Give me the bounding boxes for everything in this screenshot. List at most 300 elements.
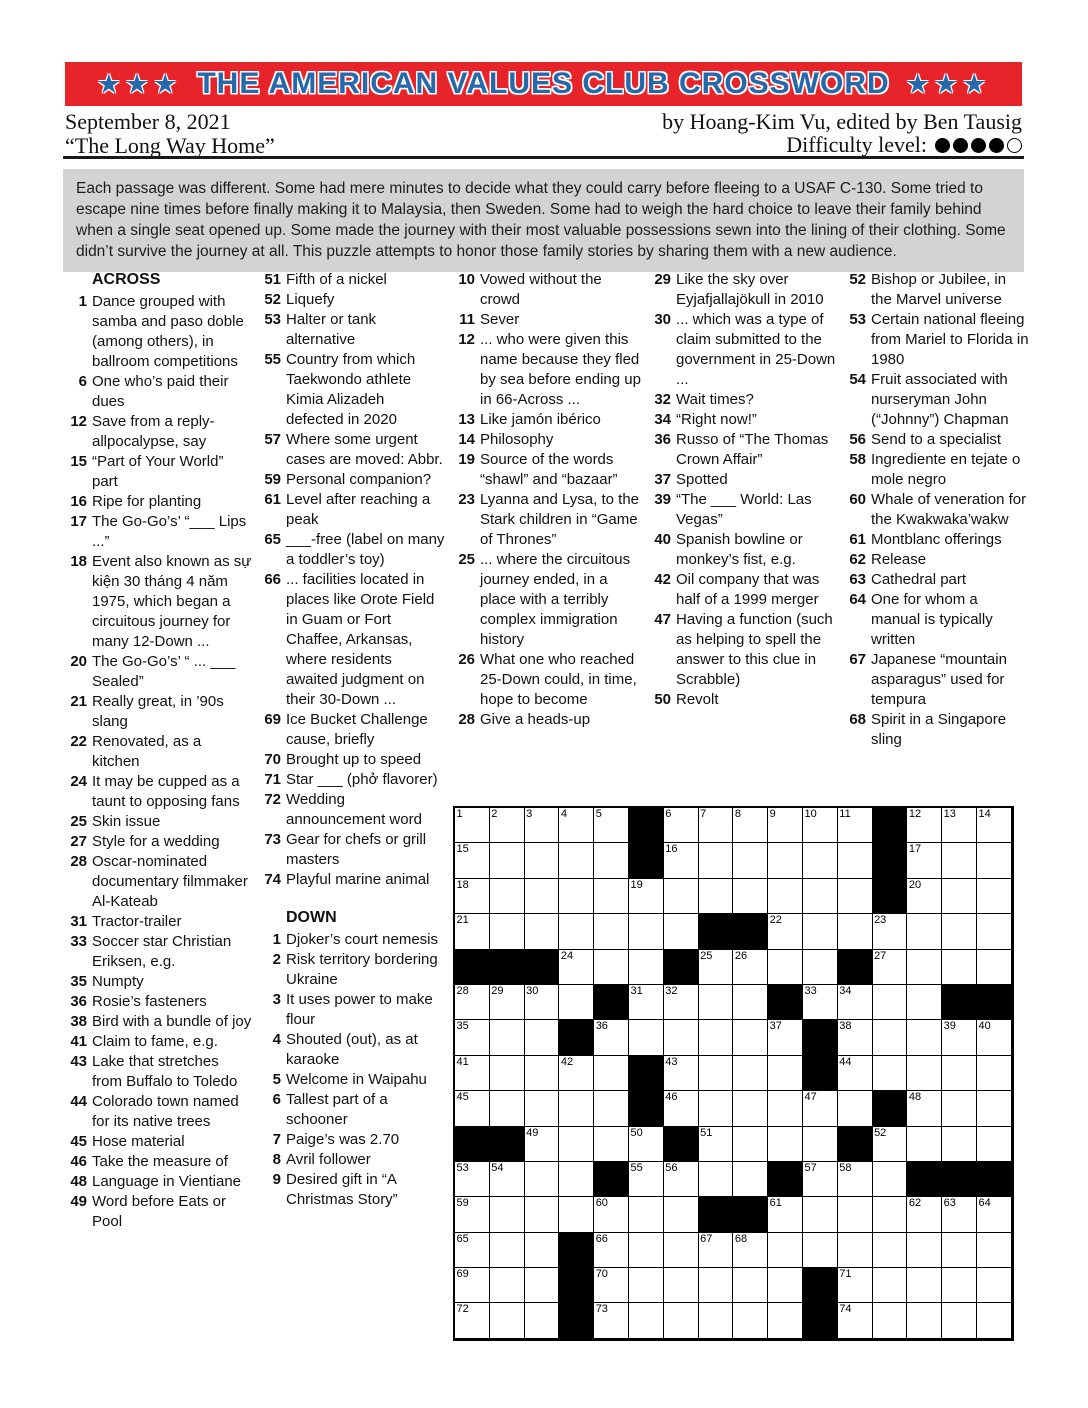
grid-cell [803, 950, 838, 985]
clue-number: 66 [264, 571, 281, 588]
grid-cell [455, 1197, 490, 1232]
clue [259, 270, 446, 290]
grid-cell-number: 2 [491, 808, 498, 820]
clue-number: 39 [654, 491, 671, 508]
grid-cell-number: 37 [769, 1020, 782, 1033]
clue [649, 430, 840, 470]
grid-cell-number: 45 [456, 1091, 469, 1104]
clue-text: Wedding announcement word [286, 791, 422, 828]
clue-number: 12 [458, 331, 475, 348]
grid-cell-number: 25 [700, 949, 713, 962]
grid-cell [977, 1197, 1012, 1232]
grid-cell-number: 23 [874, 914, 887, 927]
clue-text: Take the measure of [92, 1153, 228, 1170]
grid-cell [907, 950, 942, 985]
clue [259, 470, 446, 490]
grid-cell-number: 72 [456, 1303, 469, 1316]
grid-cell [733, 1268, 768, 1303]
clue [65, 412, 252, 452]
clue [259, 1150, 446, 1170]
grid-cell [490, 1091, 525, 1126]
grid-cell [455, 1233, 490, 1268]
grid-cell [803, 1091, 838, 1126]
grid-cell-number: 61 [769, 1197, 782, 1210]
clue [844, 710, 1029, 750]
clue-column-1 [65, 270, 252, 1232]
grid-cell [559, 914, 594, 949]
grid-cell [768, 1303, 803, 1338]
clue [65, 732, 252, 772]
clue [649, 310, 840, 390]
clue-number: 25 [458, 551, 475, 568]
grid-cell [455, 914, 490, 949]
grid-cell [455, 1020, 490, 1055]
clue-text: Event also known as sự kiện 30 tháng 4 năm 1975, which began a circuitous journey for many 12-Down ... [92, 553, 252, 650]
clue [453, 270, 641, 310]
grid-cell-number: 53 [456, 1161, 469, 1174]
difficulty-dot-filled [953, 138, 968, 153]
clue [65, 992, 252, 1012]
grid-cell-black [664, 1127, 699, 1162]
grid-cell [664, 1091, 699, 1126]
clue-text: Level after reaching a peak [286, 491, 431, 528]
grid-cell-number: 73 [595, 1303, 608, 1316]
clue-number: 61 [849, 531, 866, 548]
clue [65, 1152, 252, 1172]
grid-cell-black [490, 950, 525, 985]
clue-number: 27 [70, 833, 87, 850]
clue-number: 45 [70, 1133, 87, 1150]
grid-cell-number: 18 [456, 878, 469, 891]
grid-cell-number: 30 [526, 984, 539, 997]
clue [259, 1130, 446, 1150]
grid-cell [942, 843, 977, 878]
grid-cell-number: 3 [526, 808, 533, 820]
clue [259, 290, 446, 310]
clue-number: 4 [272, 1031, 281, 1048]
grid-cell-black [559, 1020, 594, 1055]
grid-cell-number: 51 [700, 1126, 713, 1139]
grid-cell-number: 12 [908, 808, 922, 820]
grid-cell-black [803, 1020, 838, 1055]
grid-cell-black [559, 1303, 594, 1338]
grid-cell [803, 985, 838, 1020]
grid-cell-number: 10 [804, 808, 817, 820]
grid-cell-number: 52 [874, 1126, 887, 1139]
clue-text: Sever [480, 311, 520, 328]
grid-cell [525, 1233, 560, 1268]
clue-text: Save from a reply-allpocalypse, say [92, 413, 215, 450]
clue-number: 16 [70, 493, 87, 510]
grid-cell [768, 1020, 803, 1055]
grid-cell [699, 1162, 734, 1197]
grid-cell [699, 1233, 734, 1268]
grid-cell [977, 1056, 1012, 1091]
clue-text: Desired gift in “A Christmas Story” [286, 1171, 398, 1208]
grid-cell [873, 1303, 908, 1338]
grid-cell [838, 1162, 873, 1197]
grid-cell-black [907, 1162, 942, 1197]
grid-cell-black [629, 843, 664, 878]
grid-cell [525, 1127, 560, 1162]
clue-text: ... which was a type of claim submitted to the government in 25-Down ... [676, 311, 836, 388]
clue-number: 28 [458, 711, 475, 728]
clue [259, 830, 446, 870]
clue-text: Vowed without the crowd [480, 271, 602, 308]
grid-cell-number: 58 [839, 1161, 852, 1174]
grid-cell [629, 1127, 664, 1162]
grid-cell-number: 74 [839, 1303, 852, 1316]
grid-cell [664, 1197, 699, 1232]
clue-column-3 [453, 270, 641, 730]
grid-cell [699, 1020, 734, 1055]
clue-text: Welcome in Waipahu [286, 1071, 427, 1088]
grid-cell-number: 14 [978, 808, 991, 820]
clue [259, 1090, 446, 1130]
clue-text: Gear for chefs or grill masters [286, 831, 427, 868]
grid-cell [733, 1020, 768, 1055]
clue-text: Fruit associated with nurseryman John (“Johnny”) Chapman [871, 371, 1009, 428]
clue-text: Hose material [92, 1133, 185, 1150]
grid-cell [942, 1091, 977, 1126]
clue [844, 270, 1029, 310]
grid-cell [559, 1197, 594, 1232]
grid-cell [455, 843, 490, 878]
across-header: ACROSS [92, 271, 161, 288]
grid-cell [803, 1233, 838, 1268]
difficulty-label: Difficulty level: [786, 132, 927, 157]
grid-cell [838, 1020, 873, 1055]
grid-cell [977, 1303, 1012, 1338]
clue [259, 570, 446, 710]
grid-cell [525, 985, 560, 1020]
clue [259, 750, 446, 770]
grid-cell-number: 26 [734, 949, 748, 962]
clue [453, 410, 641, 430]
grid-cell [594, 1127, 629, 1162]
grid-cell [525, 879, 560, 914]
banner-title: THE AMERICAN VALUES CLUB CROSSWORD [197, 67, 890, 100]
clue [844, 490, 1029, 530]
grid-cell [699, 1091, 734, 1126]
grid-cell-number: 31 [630, 984, 643, 997]
grid-cell-number: 54 [491, 1161, 504, 1174]
grid-cell-number: 41 [456, 1055, 469, 1068]
grid-cell-black [768, 1162, 803, 1197]
title-banner [65, 62, 1022, 106]
clue-text: Shouted (out), as at karaoke [286, 1031, 418, 1068]
grid-cell [733, 879, 768, 914]
clue-number: 62 [849, 551, 866, 568]
down-header: DOWN [286, 909, 337, 926]
grid-cell-black [490, 1127, 525, 1162]
clue [453, 710, 641, 730]
clue-text: Star ___ (phở flavorer) [286, 771, 438, 788]
grid-cell [803, 914, 838, 949]
grid-cell-black [559, 1268, 594, 1303]
grid-cell [490, 808, 525, 843]
clue [453, 450, 641, 490]
grid-cell-number: 39 [943, 1020, 956, 1033]
clue [649, 470, 840, 490]
grid-cell-number: 59 [456, 1197, 469, 1210]
grid-cell [768, 1268, 803, 1303]
grid-cell [629, 1162, 664, 1197]
clue-text: One who’s paid their dues [92, 373, 229, 410]
grid-cell [559, 1162, 594, 1197]
clue [649, 610, 840, 690]
grid-cell [873, 914, 908, 949]
grid-cell [455, 1091, 490, 1126]
clue-column-5 [844, 270, 1029, 750]
grid-cell [803, 843, 838, 878]
grid-cell [664, 1303, 699, 1338]
grid-cell-black [733, 914, 768, 949]
grid-cell [455, 985, 490, 1020]
grid-cell-black [699, 914, 734, 949]
grid-cell [490, 914, 525, 949]
grid-cell [664, 1233, 699, 1268]
clue-text: Brought up to speed [286, 751, 422, 768]
grid-cell [838, 1197, 873, 1232]
grid-cell [664, 1268, 699, 1303]
grid-cell [490, 1233, 525, 1268]
grid-cell [594, 1233, 629, 1268]
grid-cell [977, 950, 1012, 985]
grid-cell-number: 48 [908, 1091, 922, 1104]
clue-number: 73 [264, 831, 281, 848]
clue-number: 7 [272, 1131, 281, 1148]
grid-cell [977, 808, 1012, 843]
clue [259, 1030, 446, 1070]
grid-cell [699, 1056, 734, 1091]
difficulty-dot-filled [989, 138, 1004, 153]
clue [65, 1172, 252, 1192]
clue [259, 530, 446, 570]
clue [65, 912, 252, 932]
grid-cell-black [838, 950, 873, 985]
clue-number: 14 [458, 431, 475, 448]
clue-text: Having a function (such as helping to spell the answer to this clue in Scrabble) [676, 611, 833, 688]
clue-text: “The ___ World: Las Vegas” [676, 491, 812, 528]
grid-cell-number: 29 [491, 984, 504, 997]
clue-text: Like jamón ibérico [480, 411, 601, 428]
grid-cell [664, 985, 699, 1020]
grid-cell [699, 808, 734, 843]
grid-cell [838, 1091, 873, 1126]
grid-cell-number: 49 [526, 1126, 539, 1139]
clue-text: Soccer star Christian Eriksen, e.g. [92, 933, 232, 970]
clue-number: 68 [849, 711, 866, 728]
clue-number: 71 [264, 771, 281, 788]
grid-cell [455, 1303, 490, 1338]
grid-cell [490, 1162, 525, 1197]
grid-cell [768, 843, 803, 878]
grid-cell [525, 1303, 560, 1338]
clue [65, 852, 252, 912]
clue [844, 550, 1029, 570]
clue-number: 36 [654, 431, 671, 448]
grid-cell [977, 843, 1012, 878]
grid-cell [977, 879, 1012, 914]
clue-text: Bird with a bundle of joy [92, 1013, 252, 1030]
clue-text: Certain national fleeing from Mariel to Florida in 1980 [871, 311, 1029, 368]
grid-cell [594, 879, 629, 914]
grid-cell [733, 1233, 768, 1268]
clue-text: What one who reached 25-Down could, in time, hope to become [480, 651, 637, 708]
grid-cell [907, 985, 942, 1020]
grid-cell-number: 40 [978, 1020, 991, 1033]
grid-cell-black [977, 985, 1012, 1020]
grid-cell-black [873, 808, 908, 843]
clue-number: 9 [272, 1171, 281, 1188]
clue [649, 490, 840, 530]
grid-cell [907, 914, 942, 949]
grid-cell [838, 1056, 873, 1091]
grid-cell-number: 9 [769, 808, 776, 820]
clue-text: Send to a specialist [871, 431, 1002, 448]
grid-cell [594, 1091, 629, 1126]
grid-cell-black [455, 950, 490, 985]
grid-cell-number: 43 [665, 1055, 678, 1068]
clue-text: Risk territory bordering Ukraine [286, 951, 438, 988]
clue-number: 52 [849, 271, 866, 288]
grid-cell-number: 33 [804, 984, 817, 997]
grid-cell [525, 1056, 560, 1091]
grid-cell [490, 1197, 525, 1232]
grid-cell [907, 1056, 942, 1091]
puzzle-title: “The Long Way Home” [65, 133, 275, 158]
clue [65, 812, 252, 832]
grid-cell [594, 1197, 629, 1232]
grid-cell-black [629, 1091, 664, 1126]
grid-cell [629, 985, 664, 1020]
clue-text: The Go-Go’s’ “ ... ___ Sealed” [92, 653, 236, 690]
grid-cell [803, 1127, 838, 1162]
clue-number: 25 [70, 813, 87, 830]
grid-cell [559, 879, 594, 914]
grid-cell [699, 1127, 734, 1162]
grid-cell [629, 879, 664, 914]
clue-text: Ripe for planting [92, 493, 202, 510]
grid-cell [559, 843, 594, 878]
clue [649, 690, 840, 710]
grid-cell-number: 42 [560, 1055, 574, 1068]
grid-cell-number: 24 [560, 949, 574, 962]
grid-cell [803, 879, 838, 914]
clue-number: 49 [70, 1193, 87, 1210]
grid-cell [490, 1020, 525, 1055]
grid-cell [525, 1091, 560, 1126]
clue-number: 58 [849, 451, 866, 468]
grid-cell-number: 64 [978, 1197, 991, 1210]
clue [65, 1052, 252, 1092]
grid-cell [942, 1268, 977, 1303]
clue [844, 450, 1029, 490]
clue [844, 570, 1029, 590]
grid-cell-black [942, 1162, 977, 1197]
grid-cell [838, 914, 873, 949]
grid-cell [629, 1303, 664, 1338]
grid-cell [942, 1020, 977, 1055]
grid-cell [664, 879, 699, 914]
clue-number: 10 [458, 271, 475, 288]
grid-cell [733, 1127, 768, 1162]
clue-text: Halter or tank alternative [286, 311, 377, 348]
clue-text: Playful marine animal [286, 871, 430, 888]
clue-number: 8 [272, 1151, 281, 1168]
clue-number: 12 [70, 413, 87, 430]
clue-text: Personal companion? [286, 471, 432, 488]
clue-text: One for whom a manual is typically written [871, 591, 993, 648]
grid-cell [525, 1020, 560, 1055]
clue-number: 33 [70, 933, 87, 950]
clue-number: 26 [458, 651, 475, 668]
clue-text: The Go-Go’s’ “___ Lips ...” [92, 513, 247, 550]
clue [259, 350, 446, 430]
clue-text: Bishop or Jubilee, in the Marvel universe [871, 271, 1007, 308]
grid-cell [664, 1056, 699, 1091]
clue-number: 40 [654, 531, 671, 548]
clue [453, 550, 641, 650]
grid-cell [525, 808, 560, 843]
clue-number: 59 [264, 471, 281, 488]
grid-cell [664, 1162, 699, 1197]
grid-cell [525, 1162, 560, 1197]
clue-text: ... who were given this name because they fled by sea before ending up in 66-Across ... [480, 331, 641, 408]
clue-text: Tallest part of a schooner [286, 1091, 388, 1128]
clue-text: Like the sky over Eyjafjallajökull in 2010 [676, 271, 824, 308]
clue-text: Spotted [676, 471, 728, 488]
grid-cell [838, 879, 873, 914]
clue-number: 18 [70, 553, 87, 570]
grid-cell [594, 808, 629, 843]
grid-cell [594, 1303, 629, 1338]
clue-number: 52 [264, 291, 281, 308]
grid-cell [873, 1020, 908, 1055]
clue-number: 48 [70, 1173, 87, 1190]
clue-text: Fifth of a nickel [286, 271, 387, 288]
stars-right-icon: ★★★ [905, 68, 991, 99]
clue-number: 41 [70, 1033, 87, 1050]
grid-cell [768, 1127, 803, 1162]
clue [844, 430, 1029, 450]
grid-cell [873, 1268, 908, 1303]
grid-cell-number: 16 [665, 843, 678, 856]
clue-number: 20 [70, 653, 87, 670]
clue [65, 1132, 252, 1152]
grid-cell [803, 808, 838, 843]
clue-text: It uses power to make flour [286, 991, 433, 1028]
intro-note [63, 169, 1024, 272]
clue-number: 37 [654, 471, 671, 488]
grid-cell [664, 1020, 699, 1055]
grid-cell-number: 17 [908, 843, 922, 856]
clue-number: 42 [654, 571, 671, 588]
clue-text: Numpty [92, 973, 144, 990]
clue [259, 770, 446, 790]
grid-cell [907, 808, 942, 843]
grid-cell [838, 808, 873, 843]
clue-text: Tractor-trailer [92, 913, 182, 930]
grid-cell [942, 1303, 977, 1338]
clue-text: ... where the circuitous journey ended, in a place with a terribly complex immigration history [480, 551, 631, 648]
grid-cell [907, 1091, 942, 1126]
grid-cell [977, 1268, 1012, 1303]
stars-left-icon: ★★★ [96, 68, 182, 99]
clue-text: Djoker’s court nemesis [286, 931, 438, 948]
clue-text: Spirit in a Singapore sling [871, 711, 1007, 748]
